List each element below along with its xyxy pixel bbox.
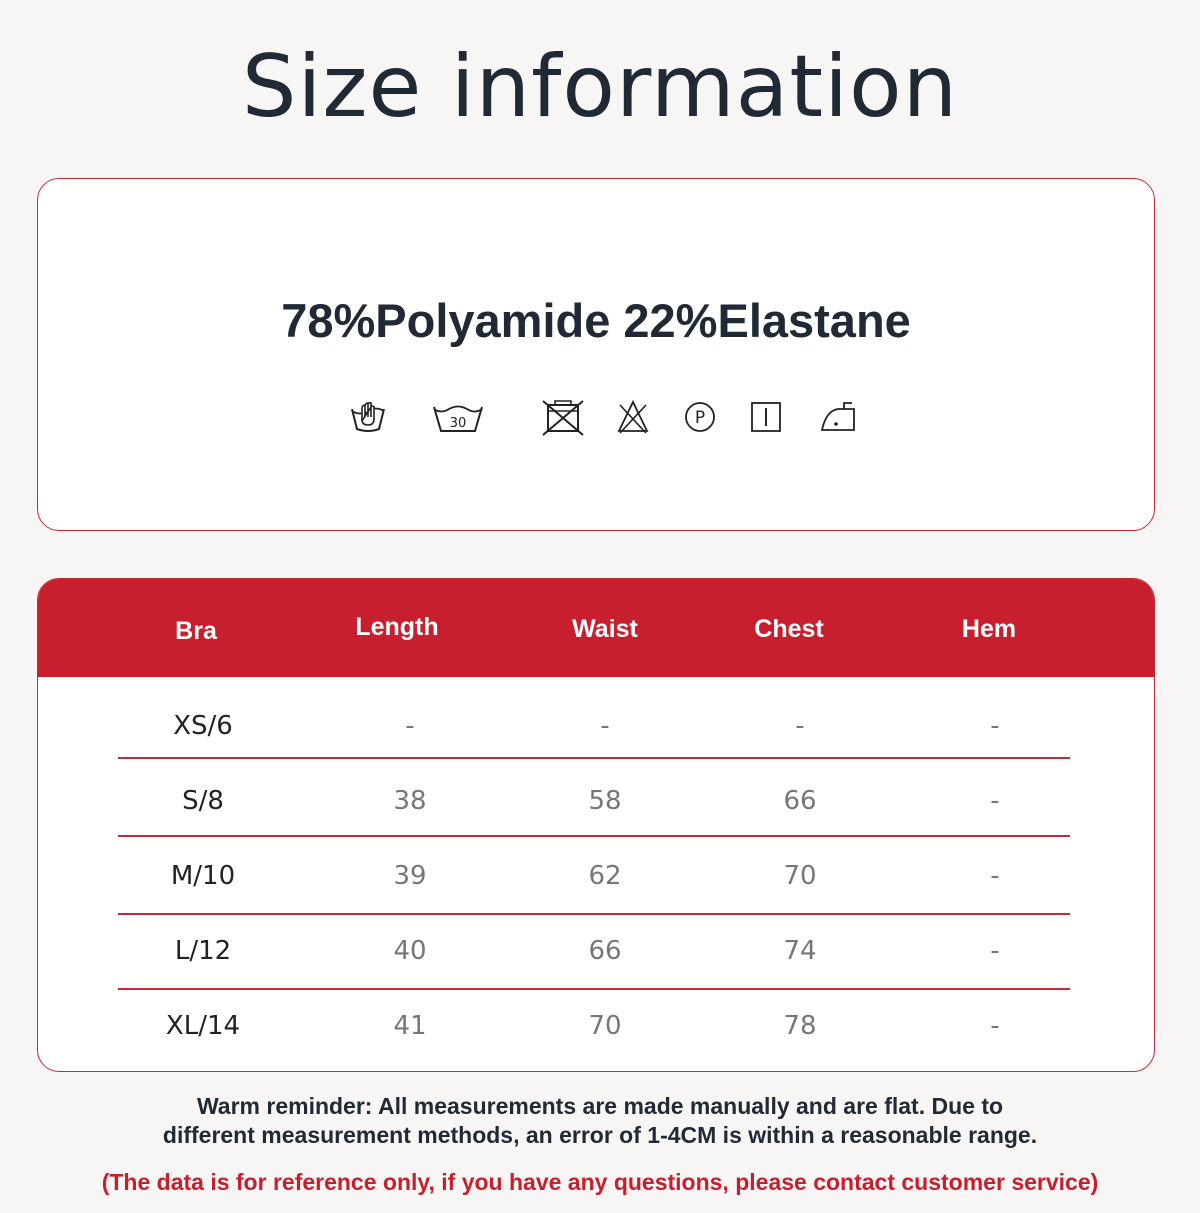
chest-value: - — [795, 711, 805, 741]
chest-value: 74 — [783, 936, 817, 966]
iron-low-icon — [818, 397, 858, 437]
table-row — [38, 913, 1154, 989]
length-value: - — [405, 711, 415, 741]
hem-value: - — [990, 861, 1000, 891]
fabric-composition: 78%Polyamide 22%Elastane — [281, 294, 911, 347]
waist-value: 58 — [588, 786, 622, 816]
size-label: S/8 — [182, 786, 224, 816]
header-length: Length — [355, 613, 439, 641]
line-dry-icon — [748, 397, 784, 437]
dry-clean-p-icon — [682, 397, 718, 437]
reminder-line-2: different measurement methods, an error of 1-4CM is within a reasonable range. — [162, 1122, 1038, 1148]
header-hem: Hem — [961, 615, 1017, 643]
hem-value: - — [990, 786, 1000, 816]
size-label: L/12 — [174, 936, 232, 966]
length-value: 38 — [393, 786, 427, 816]
header-waist: Waist — [572, 615, 638, 643]
do-not-bleach-icon — [616, 397, 650, 437]
length-value: 40 — [393, 936, 427, 966]
chest-value: 66 — [783, 786, 817, 816]
size-label: XL/14 — [165, 1011, 241, 1041]
page-title: Size information — [241, 37, 959, 137]
length-value: 39 — [393, 861, 427, 891]
table-row — [38, 688, 1154, 764]
size-table-header — [38, 579, 1154, 677]
row-divider — [118, 757, 1070, 759]
warm-reminder — [0, 1092, 1200, 1150]
header-bra: Bra — [175, 617, 217, 645]
row-divider — [118, 835, 1070, 837]
chest-value: 70 — [783, 861, 817, 891]
waist-value: 62 — [588, 861, 622, 891]
chest-value: 78 — [783, 1011, 817, 1041]
wash-temp-label: 30 — [449, 416, 467, 431]
hem-value: - — [990, 1011, 1000, 1041]
reminder-line-1: Warm reminder: All measurements are made manually and are flat. Due to — [196, 1093, 1004, 1119]
length-value: 41 — [393, 1011, 427, 1041]
hem-value: - — [990, 711, 1000, 741]
care-icons — [38, 397, 1154, 441]
fabric-card — [37, 178, 1155, 531]
table-row — [38, 838, 1154, 914]
size-label: M/10 — [170, 861, 236, 891]
waist-value: 66 — [588, 936, 622, 966]
waist-value: - — [600, 711, 610, 741]
size-label: XS/6 — [173, 711, 233, 741]
size-table — [37, 578, 1155, 1072]
hand-wash-icon — [348, 397, 388, 437]
reference-note: (The data is for reference only, if you have any questions, please contact customer service) — [101, 1169, 1099, 1195]
header-chest: Chest — [754, 615, 824, 643]
do-not-tumble-dry-icon — [540, 397, 586, 437]
waist-value: 70 — [588, 1011, 622, 1041]
hem-value: - — [990, 936, 1000, 966]
table-row — [38, 988, 1154, 1064]
wash-30-icon — [430, 397, 486, 437]
table-row — [38, 763, 1154, 839]
dry-clean-label: P — [694, 408, 706, 428]
